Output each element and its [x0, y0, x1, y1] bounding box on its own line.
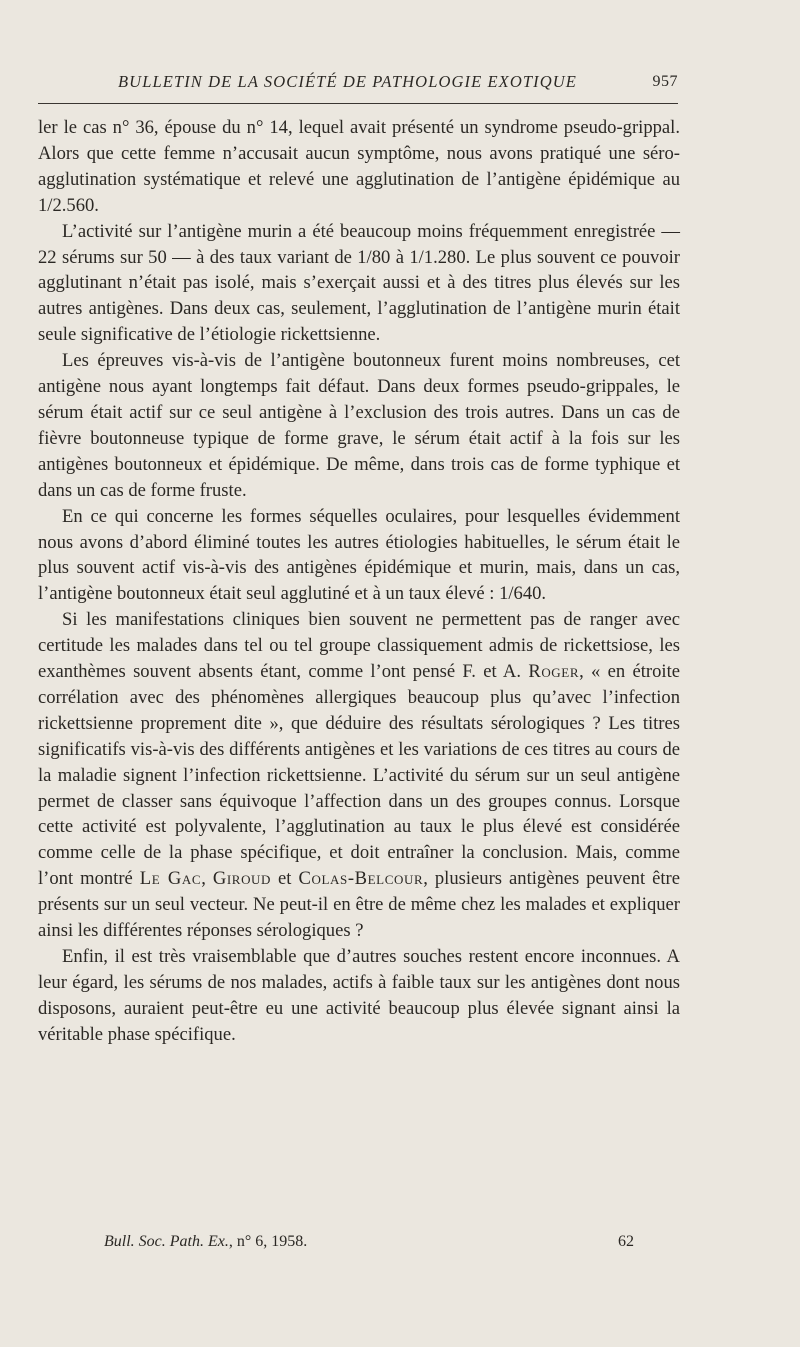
author-roger: Roger — [528, 661, 580, 683]
citation-issue: , n° 6, 1958. — [228, 1233, 308, 1250]
page-footer — [38, 1233, 680, 1263]
signature-number: 62 — [618, 1233, 634, 1250]
paragraph-5-part-b: , « en étroite corrélation avec des phénomènes allergiques beaucoup plus qu’avec l’infection rickettsienne proprement dite », que déduire des résultats sérologiques ? Les titres significatifs vis-à-vis des différents antigènes et les variations de ces titres au cours de la maladie signent l’infection rickettsienne. L’activité du sérum sur un seul antigène permet de classer sans équivoque l’affection dans un des groupes connus. Lorsque cette activité est polyvalente, l’agglutination au taux le plus élevé est considérée comme celle de la phase spécifique, et doit entraîner la conclusion. Mais, comme l’ont montré — [38, 661, 681, 890]
footer-citation — [104, 1233, 307, 1251]
author-giroud: Giroud — [212, 868, 272, 890]
paragraph-2: L’activité sur l’antigène murin a été beaucoup moins fréquemment enregistrée — 22 sérums sur 50 — à des taux variant de 1/80 à 1/1.280. Le plus souvent ce pouvoir agglutinant n’était pas isolé, mais s’exerçait aussi et à des titres plus élevés sur les autres antigènes. Dans deux cas, seulement, l’agglutination de l’antigène murin était seule significative de l’étiologie rickettsienne. — [38, 220, 680, 346]
paragraph-3: Les épreuves vis-à-vis de l’antigène boutonneux furent moins nombreuses, cet antigène nous ayant longtemps fait défaut. Dans deux formes pseudo-grippales, le sérum était actif sur ce seul antigène à l’exclusion des trois autres. Dans un cas de fièvre boutonneuse typique de forme grave, le sérum était actif à la fois sur les antigènes boutonneux et épidémique. De même, dans trois cas de forme typhique et dans un cas de forme fruste. — [38, 350, 680, 501]
paragraph-1: ler le cas n° 36, épouse du n° 14, lequel avait présenté un syndrome pseudo-grippal. Alors que cette femme n’accusait aucun symptôme, nous avons pratiqué une séro-agglutination systématique et relevé une agglutination de l’antigène épidémique au 1/2.560. — [38, 117, 680, 216]
paragraph-6: Enfin, il est très vraisemblable que d’autres souches restent encore inconnues. A leur égard, les sérums de nos malades, actifs à faible taux sur les antigènes dont nous disposons, auraient peut-être eu une activité beaucoup plus élevée signant ainsi la véritable phase spécifique. — [38, 946, 680, 1045]
author-le-gac: Le Gac — [139, 868, 202, 890]
header-rule — [38, 103, 678, 104]
page-number: 957 — [652, 73, 678, 90]
paragraph-5-separator: , — [201, 868, 213, 890]
paragraph-5-part-c: , plusieurs antigènes peuvent être présents sur un seul vecteur. Ne peut-il en être de même chez les malades et expliquer ainsi les différentes réponses sérologiques ? — [38, 868, 680, 942]
paragraph-5-part-a: Si les manifestations cliniques bien souvent ne permettent pas de ranger avec certitude les malades dans tel ou tel groupe classiquement admis de rickettsiose, les exanthèmes souvent absents étant, comme l’ont pensé F. et A. — [38, 609, 680, 683]
journal-title: BULLETIN DE LA SOCIÉTÉ DE PATHOLOGIE EXOTIQUE — [118, 72, 577, 91]
paragraph-4: En ce qui concerne les formes séquelles oculaires, pour lesquelles évidemment nous avons d’abord éliminé toutes les autres étiologies habituelles, le sérum était le plus souvent actif vis-à-vis des antigènes épidémique et murin, mais, dans un cas, l’antigène boutonneux était seul agglutiné et à un taux élevé : 1/640. — [38, 505, 680, 605]
paragraph-5 — [38, 607, 680, 944]
citation-journal: Bull. Soc. Path. Ex. — [104, 1233, 229, 1250]
paragraph-5-conjunction: et — [271, 868, 299, 890]
author-colas-belcour: Colas-Belcour — [298, 868, 424, 890]
running-header — [38, 72, 678, 102]
article-body — [38, 115, 680, 1048]
